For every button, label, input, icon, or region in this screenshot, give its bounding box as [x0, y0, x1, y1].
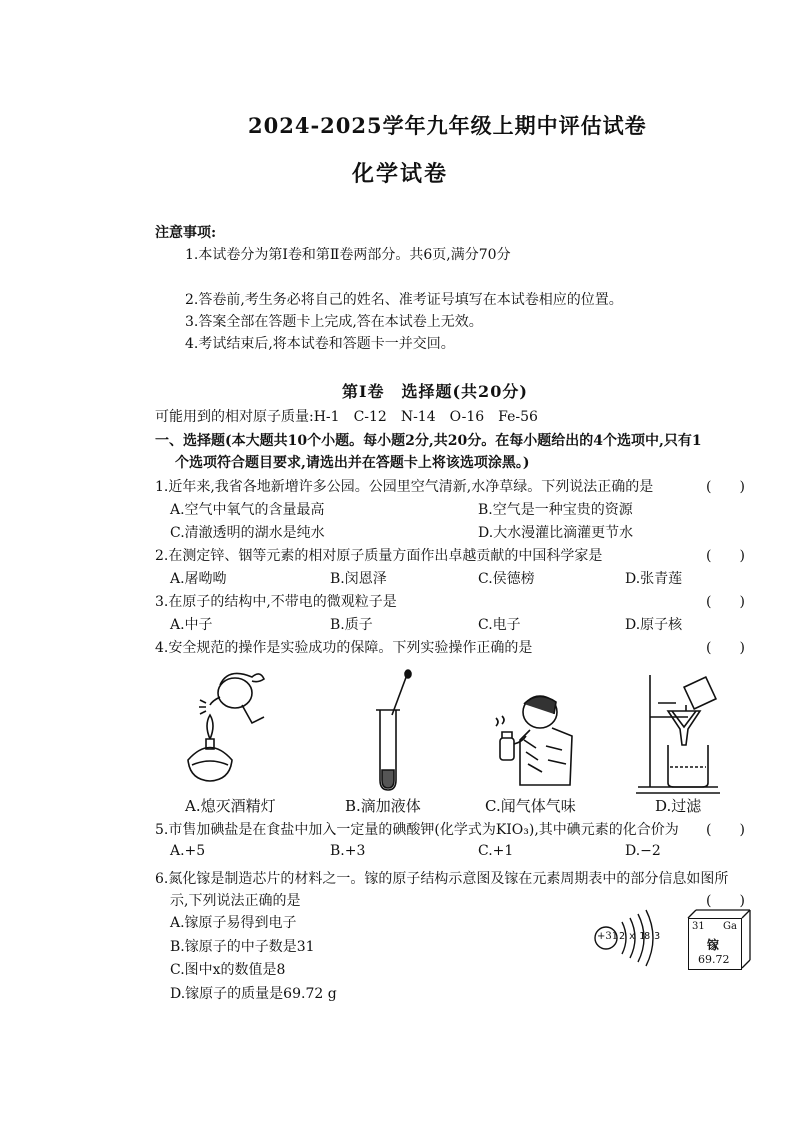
- filtration-illustration: [628, 667, 738, 797]
- gallium-symbol: Ga: [723, 921, 737, 932]
- q1-option-a[interactable]: A.空气中氧气的含量最高: [170, 502, 325, 518]
- atomic-masses: 可能用到的相对原子质量:H-1 C-12 N-14 O-16 Fe-56: [155, 409, 538, 425]
- gallium-atomic-number: 31: [692, 921, 705, 932]
- q5-option-a[interactable]: A.+5: [170, 843, 206, 859]
- q6-option-c[interactable]: C.图中x的数值是8: [170, 962, 286, 978]
- q6-option-d[interactable]: D.镓原子的质量是69.72 g: [170, 986, 337, 1002]
- q2-answer-paren[interactable]: ( ): [706, 548, 745, 564]
- q6-stem-line-1: 6.氮化镓是制造芯片的材料之一。镓的原子结构示意图及镓在元素周期表中的部分信息如图所: [155, 871, 729, 887]
- section-title: 第Ⅰ卷 选择题(共20分): [342, 382, 528, 401]
- q2-stem: 2.在测定锌、铟等元素的相对原子质量方面作出卓越贡献的中国科学家是: [155, 548, 603, 564]
- q3-option-c[interactable]: C.电子: [478, 617, 521, 633]
- q1-option-d[interactable]: D.大水漫灌比滴灌更节水: [478, 525, 634, 541]
- q4-stem: 4.安全规范的操作是实验成功的保障。下列实验操作正确的是: [155, 640, 533, 656]
- q3-stem: 3.在原子的结构中,不带电的微观粒子是: [155, 594, 397, 610]
- note-item-4: 4.考试结束后,将本试卷和答题卡一并交回。: [185, 336, 455, 352]
- test-tube-dropper-illustration: [362, 670, 422, 795]
- q1-option-b[interactable]: B.空气是一种宝贵的资源: [478, 502, 633, 518]
- q3-option-b[interactable]: B.质子: [330, 617, 373, 633]
- gallium-name: 镓: [707, 938, 720, 952]
- q3-option-d[interactable]: D.原子核: [625, 617, 683, 633]
- note-item-3: 3.答案全部在答题卡上完成,答在本试卷上无效。: [185, 314, 483, 330]
- exam-title: 2024-2025学年九年级上期中评估试卷: [248, 113, 647, 138]
- q5-option-c[interactable]: C.+1: [478, 843, 514, 859]
- q5-stem: 5.市售加碘盐是在食盐中加入一定量的碘酸钾(化学式为KIO₃),其中碘元素的化合价为: [155, 822, 679, 838]
- instruction-line-2: 个选项符合题目要求,请选出并在答题卡上将该选项涂黑。): [175, 455, 530, 471]
- q6-option-a[interactable]: A.镓原子易得到电子: [170, 915, 297, 931]
- q5-option-b[interactable]: B.+3: [330, 843, 366, 859]
- q2-option-a[interactable]: A.屠呦呦: [170, 571, 227, 587]
- gallium-nucleus-label: +31: [597, 931, 619, 942]
- q2-option-d[interactable]: D.张青莲: [625, 571, 683, 587]
- q6-answer-paren[interactable]: ( ): [706, 893, 745, 909]
- q3-answer-paren[interactable]: ( ): [706, 594, 745, 610]
- q4-option-c[interactable]: C.闻气体气味: [485, 797, 576, 815]
- smelling-gas-illustration: [490, 690, 580, 790]
- note-item-1: 1.本试卷分为第Ⅰ卷和第Ⅱ卷两部分。共6页,满分70分: [185, 247, 511, 263]
- q4-option-d[interactable]: D.过滤: [655, 797, 702, 815]
- q2-option-b[interactable]: B.闵恩泽: [330, 571, 387, 587]
- exam-subtitle: 化学试卷: [352, 161, 449, 187]
- q1-answer-paren[interactable]: ( ): [706, 479, 745, 495]
- q4-option-a[interactable]: A.熄灭酒精灯: [185, 797, 276, 815]
- q3-option-a[interactable]: A.中子: [170, 617, 213, 633]
- gallium-atomic-mass: 69.72: [698, 953, 730, 966]
- q6-stem-line-2: 示,下列说法正确的是: [170, 893, 301, 909]
- q5-answer-paren[interactable]: ( ): [706, 822, 745, 838]
- gallium-cell-3d-edges: [688, 908, 758, 978]
- note-item-2: 2.答卷前,考生务必将自己的姓名、准考证号填写在本试卷相应的位置。: [185, 292, 623, 308]
- notes-heading: 注意事项:: [155, 225, 217, 241]
- alcohol-lamp-blowing-illustration: [180, 665, 290, 785]
- q1-stem: 1.近年来,我省各地新增许多公园。公园里空气清新,水净草绿。下列说法正确的是: [155, 479, 654, 495]
- instruction-line-1: 一、选择题(本大题共10个小题。每小题2分,共20分。在每小题给出的4个选项中,只有1: [155, 433, 702, 449]
- q1-option-c[interactable]: C.清澈透明的湖水是纯水: [170, 525, 325, 541]
- q2-option-c[interactable]: C.侯德榜: [478, 571, 535, 587]
- q5-option-d[interactable]: D.−2: [625, 843, 661, 859]
- q6-option-b[interactable]: B.镓原子的中子数是31: [170, 939, 315, 955]
- q4-option-b[interactable]: B.滴加液体: [345, 797, 421, 815]
- q4-answer-paren[interactable]: ( ): [706, 640, 745, 656]
- gallium-shell-electrons: 2 x 18 3: [619, 931, 660, 942]
